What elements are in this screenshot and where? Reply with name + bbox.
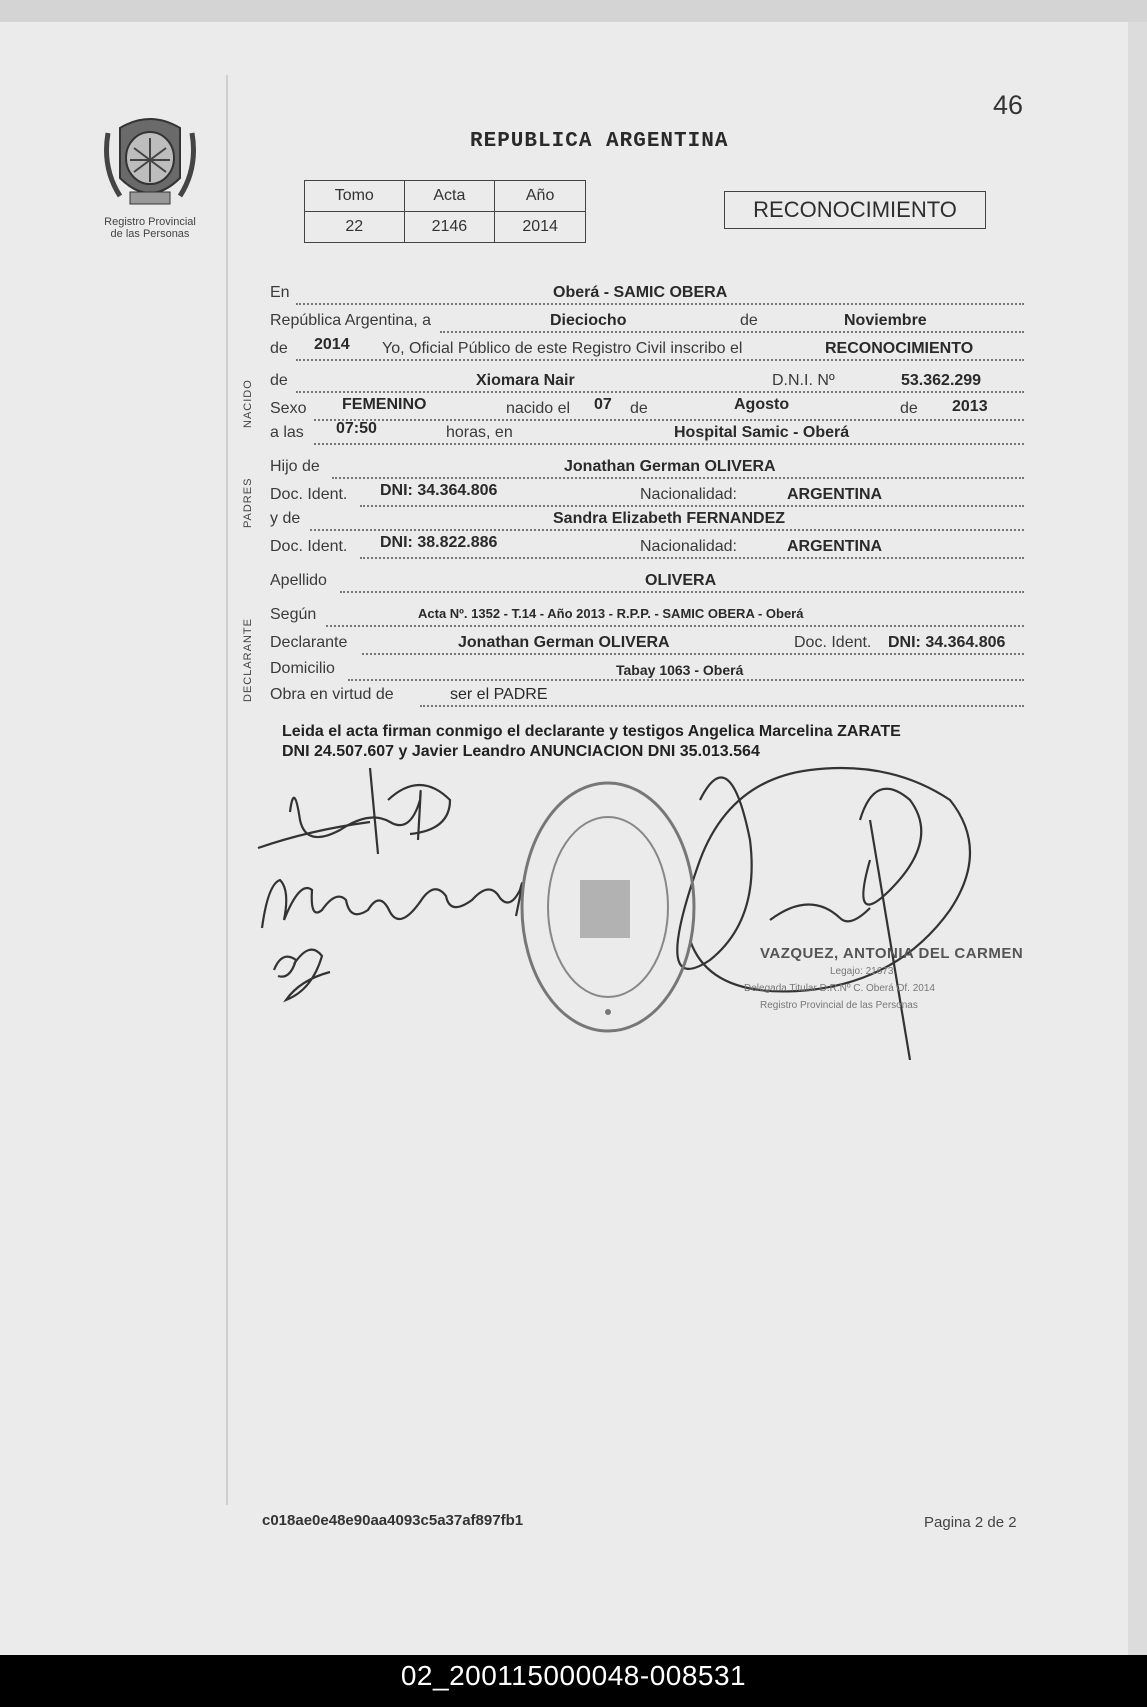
mother-doc-field: DNI: 38.822.886 [380, 534, 498, 551]
crest-caption-line1: Registro Provincial [104, 216, 196, 228]
yde-label: y de [270, 510, 301, 527]
scan-top-edge [0, 0, 1147, 22]
page-fold-line [226, 75, 228, 1505]
tomo-header: Tomo [305, 181, 405, 212]
document-type-box: RECONOCIMIENTO [724, 191, 986, 229]
inscribe-field: RECONOCIMIENTO [825, 340, 974, 357]
time-field: 07:50 [336, 420, 377, 437]
line-year [270, 336, 1024, 362]
closing-statement [282, 722, 1022, 762]
en-label: En [270, 284, 290, 301]
crest-caption [80, 216, 220, 240]
dotted-rule [360, 557, 1024, 559]
nacido-label: nacido el [506, 400, 571, 417]
scan-right-edge [1128, 22, 1147, 1655]
sexo-field: FEMENINO [342, 396, 427, 413]
dotted-rule [362, 653, 1024, 655]
declarante-label: Declarante [270, 634, 348, 651]
domicilio-label: Domicilio [270, 660, 335, 677]
day-field: Dieciocho [550, 312, 627, 329]
acta-value: 2146 [404, 212, 495, 243]
side-label-declarante: DECLARANTE [242, 618, 254, 702]
side-label-padres: PADRES [242, 477, 254, 528]
line-date [270, 312, 1024, 334]
closing-line-2: DNI 24.507.607 y Javier Leandro ANUNCIACION DNI 35.013.564 [282, 743, 760, 760]
official-seal-stamp [518, 780, 698, 1035]
hijo-label: Hijo de [270, 458, 320, 475]
official-registry: Registro Provincial de las Personas [760, 1000, 918, 1011]
apellido-label: Apellido [270, 572, 327, 589]
declarante-field: Jonathan German OLIVERA [458, 634, 670, 651]
side-label-nacido: NACIDO [242, 379, 254, 428]
mother-nationality-field: ARGENTINA [787, 538, 883, 555]
line-apellido [270, 572, 1024, 594]
dotted-rule [360, 505, 1024, 507]
birth-month-field: Agosto [734, 396, 790, 413]
dotted-rule [340, 591, 1024, 593]
province-crest-icon [100, 108, 200, 213]
dni-label: D.N.I. Nº [772, 372, 835, 389]
father-nationality-field: ARGENTINA [787, 486, 883, 503]
file-id: 02_200115000048-008531 [400, 1660, 747, 1691]
line-obra [270, 686, 1024, 708]
de2-label: de [270, 340, 288, 357]
page-number: 46 [993, 90, 1024, 120]
obra-field: ser el PADRE [450, 686, 548, 703]
segun-field: Acta Nº. 1352 - T.14 - Año 2013 - R.P.P. - SAMIC OBERA - Oberá [418, 606, 804, 621]
dotted-rule [296, 303, 1024, 305]
dotted-rule [314, 443, 1024, 445]
line-domicilio [270, 660, 1024, 682]
dotted-rule [440, 331, 1024, 333]
dotted-rule [348, 679, 1024, 681]
segun-label: Según [270, 606, 317, 623]
table-header-row [305, 181, 586, 212]
sexo-label: Sexo [270, 400, 307, 417]
line-declarante [270, 634, 1024, 656]
line-en [270, 284, 1024, 306]
de-label: de [740, 312, 758, 329]
tomo-value: 22 [305, 212, 405, 243]
oficial-text: Yo, Oficial Público de este Registro Civil inscribo el [382, 340, 743, 357]
line-name [270, 372, 1024, 394]
anio-value: 2014 [495, 212, 586, 243]
page-counter: Pagina 2 de 2 [924, 1514, 1017, 1531]
father-field: Jonathan German OLIVERA [564, 458, 776, 475]
tomo-acta-table [304, 180, 586, 243]
line-padre-doc [270, 482, 1024, 508]
year-field: 2014 [314, 336, 350, 353]
dotted-rule [310, 529, 1024, 531]
line-hora [270, 420, 1024, 446]
dotted-rule [332, 477, 1024, 479]
official-title: Delegada Titular D.R.Nº C. Oberá Of. 2014 [744, 983, 935, 994]
country-heading: REPUBLICA ARGENTINA [470, 130, 729, 153]
de4-label: de [630, 400, 648, 417]
line-madre [270, 510, 1024, 532]
de5-label: de [900, 400, 918, 417]
closing-line-1: Leida el acta firman conmigo el declarante y testigos Angelica Marcelina ZARATE [282, 723, 901, 740]
dni-field: 53.362.299 [901, 372, 982, 389]
doc2-label: Doc. Ident. [270, 538, 348, 555]
alas-label: a las [270, 424, 304, 441]
name-field: Xiomara Nair [476, 372, 575, 389]
birth-year-field: 2013 [952, 398, 988, 415]
dotted-rule [296, 359, 1024, 361]
month-field: Noviembre [844, 312, 927, 329]
place-field: Oberá - SAMIC OBERA [553, 284, 728, 301]
dotted-rule [420, 705, 1024, 707]
mother-field: Sandra Elizabeth FERNANDEZ [553, 510, 786, 527]
document-hash: c018ae0e48e90aa4093c5a37af897fb1 [262, 1512, 524, 1529]
de3-label: de [270, 372, 288, 389]
line-sexo [270, 396, 1024, 422]
official-name: VAZQUEZ, ANTONIA DEL CARMEN [760, 945, 1024, 962]
father-doc-field: DNI: 34.364.806 [380, 482, 498, 499]
doc-label: Doc. Ident. [270, 486, 348, 503]
birthplace-field: Hospital Samic - Oberá [674, 424, 850, 441]
dotted-rule [296, 391, 1024, 393]
line-padre [270, 458, 1024, 480]
crest-caption-line2: de las Personas [110, 228, 190, 240]
acta-header: Acta [404, 181, 495, 212]
nacionalidad-label: Nacionalidad: [640, 486, 737, 503]
anio-header: Año [495, 181, 586, 212]
line-madre-doc [270, 534, 1024, 560]
birth-day-field: 07 [594, 396, 612, 413]
apellido-field: OLIVERA [645, 572, 717, 589]
obra-label: Obra en virtud de [270, 686, 394, 703]
horas-label: horas, en [446, 424, 513, 441]
dotted-rule [326, 625, 1024, 627]
table-row [305, 212, 586, 243]
declarante-doc-field: DNI: 34.364.806 [888, 634, 1006, 651]
republica-label: República Argentina, a [270, 312, 431, 329]
domicilio-field: Tabay 1063 - Oberá [616, 662, 744, 678]
docdecl-label: Doc. Ident. [794, 634, 872, 651]
nacionalidad2-label: Nacionalidad: [640, 538, 737, 555]
dotted-rule [314, 419, 1024, 421]
official-legajo: Legajo: 21673 [830, 966, 894, 977]
line-segun [270, 606, 1024, 628]
